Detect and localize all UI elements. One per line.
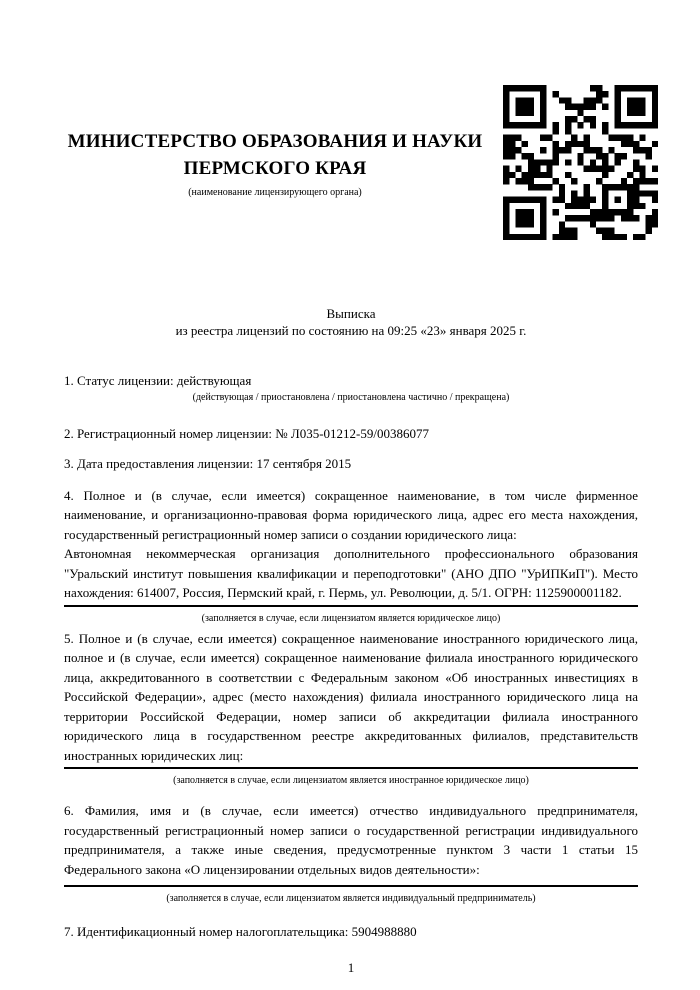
foreign-entity-fill-line [64, 767, 638, 769]
qr-code [503, 85, 658, 240]
document-body [64, 303, 638, 977]
document-title-line1: Выписка [326, 306, 376, 321]
item-taxpayer-id: 7. Идентификационный номер налогоплательщика: 5904988880 [64, 924, 417, 939]
licensing-authority-header [60, 128, 490, 199]
item-registration-number: 2. Регистрационный номер лицензии: № Л035-01212-59/00386077 [64, 425, 430, 441]
item-entrepreneur-question: 6. Фамилия, имя и (в случае, если имеется) отчество индивидуального предпринимателя, государственный регистрационный номер записи о государственной регистрации индивидуального предпринимателя, а также иные сведения, предусмотренные пунктом 3 части 1 статьи 15 Федерального закона «О лицензировании отдельных видов деятельности»: [64, 803, 638, 877]
ministry-name-line1: МИНИСТЕРСТВО ОБРАЗОВАНИЯ И НАУКИ [67, 131, 483, 152]
ministry-name-line2: ПЕРМСКОГО КРАЯ [183, 158, 367, 179]
document-title-line2: из реестра лицензий по состоянию на 09:25 «23» января 2025 г. [175, 323, 527, 338]
item-foreign-entity-question: 5. Полное и (в случае, если имеется) сокращенное наименование иностранного юридического лица, полное и (в случае, если имеется) сокращенное наименование филиала иностранного юридического лица, аккредитованного в соответствии с Федеральным законом «Об иностранных инвестициях в Российской Федерации», адрес (место нахождения) филиала иностранного юридического лица на территории Российской Федерации, номер записи об аккредитации филиала иностранного юридического лица в государственном реестре аккредитованных филиалов, представительств иностранных юридических лиц: [64, 630, 638, 763]
item-legal-entity-answer: Автономная некоммерческая организация дополнительного профессионального образования "Уральский институт повышения квалификации и переподготовки" (АНО ДПО "УрИПКиП"). Место нахождения: 614007, Россия, Пермский край, г. Пермь, ул. Революции, д. 5/1. ОГРН: 1125900001182. [64, 546, 638, 600]
entrepreneur-caption: (заполняется в случае, если лицензиатом является индивидуальный предприниматель) [166, 893, 536, 904]
entrepreneur-fill-line [64, 885, 638, 887]
item-license-status: 1. Статус лицензии: действующая [64, 373, 252, 388]
foreign-entity-caption: (заполняется в случае, если лицензиатом является иностранное юридическое лицо) [173, 775, 529, 786]
license-status-options-caption: (действующая / приостановлена / приостановлена частично / прекращена) [192, 391, 510, 403]
legal-entity-caption: (заполняется в случае, если лицензиатом является юридическое лицо) [201, 612, 501, 624]
document-title [64, 305, 638, 339]
page-number: 1 [347, 959, 355, 975]
item-legal-entity-question: 4. Полное и (в случае, если имеется) сокращенное наименование, в том числе фирменное наименование, и организационно-правовая форма юридического лица, адрес его места нахождения, государственный регистрационный номер записи о создании юридического лица: [64, 487, 638, 542]
legal-entity-fill-line [64, 605, 638, 607]
item-grant-date: 3. Дата предоставления лицензии: 17 сентября 2015 [64, 456, 352, 471]
ministry-caption: (наименование лицензирующего органа) [188, 187, 362, 198]
